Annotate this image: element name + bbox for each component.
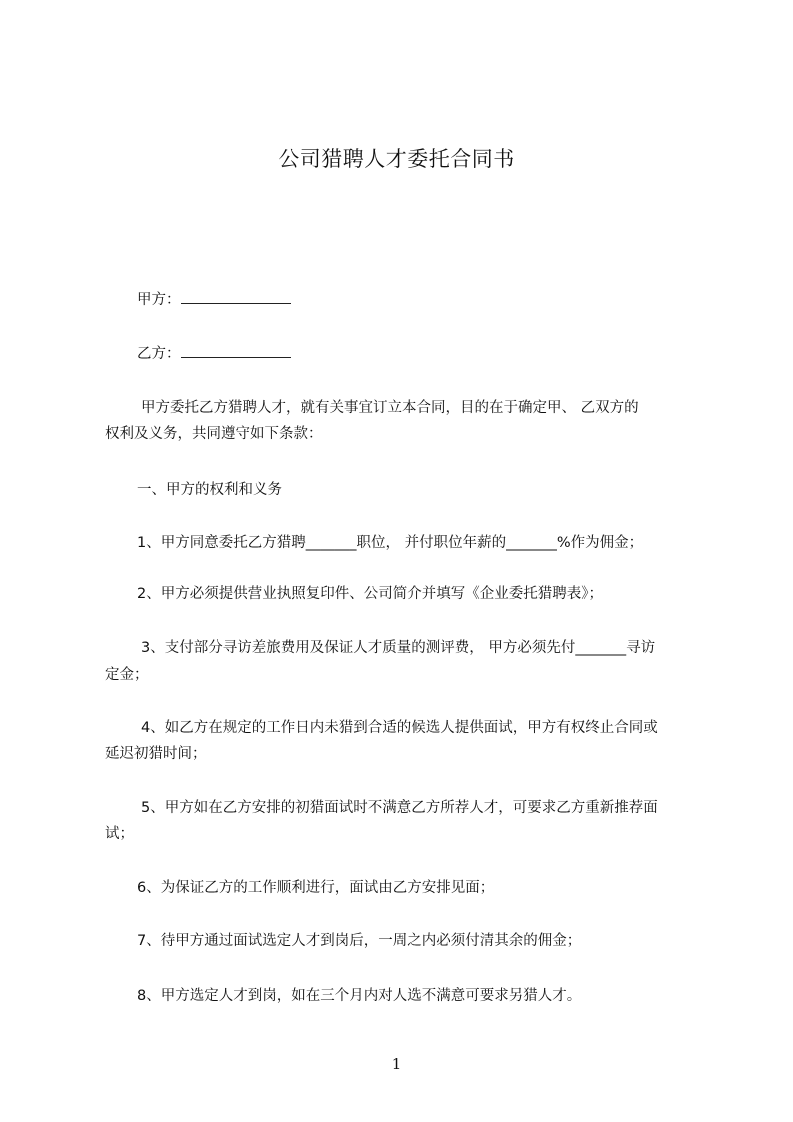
clause-5-line-1: 5、甲方如在乙方安排的初猎面试时不满意乙方所荐人才，可要求乙方重新推荐面 — [141, 800, 658, 816]
party-b-blank — [181, 341, 291, 358]
party-a-label: 甲方： — [137, 292, 181, 308]
clause-6: 6、为保证乙方的工作顺利进行，面试由乙方安排见面； — [137, 880, 495, 896]
clause-5-line-2: 试； — [105, 826, 134, 842]
clause-3-line-1: 3、支付部分寻访差旅费用及保证人才质量的测评费， 甲方必须先付_______寻访 — [141, 640, 656, 656]
clause-3-line-2: 定金； — [105, 667, 149, 683]
intro-line-1: 甲方委托乙方猎聘人才，就有关事宜订立本合同，目的在于确定甲、 乙双方的 — [141, 400, 639, 416]
party-a-blank — [181, 287, 291, 304]
party-b-label: 乙方： — [137, 346, 181, 362]
page-number: 1 — [391, 1055, 402, 1073]
clause-4-line-2: 延迟初猎时间； — [105, 746, 207, 762]
intro-line-2: 权利及义务，共同遵守如下条款： — [105, 426, 323, 442]
clause-2: 2、甲方必须提供营业执照复印件、公司简介并填写《企业委托猎聘表》； — [137, 586, 603, 602]
party-a-line — [137, 287, 291, 313]
clause-7: 7、待甲方通过面试选定人才到岗后，一周之内必须付清其余的佣金； — [137, 933, 582, 949]
party-b-line — [137, 341, 291, 367]
clause-1: 1、甲方同意委托乙方猎聘_______职位， 并付职位年薪的_______%作为佣金； — [137, 535, 644, 551]
clause-4-line-1: 4、如乙方在规定的工作日内未猎到合适的候选人提供面试，甲方有权终止合同或 — [141, 720, 658, 736]
clause-8: 8、甲方选定人才到岗，如在三个月内对人选不满意可要求另猎人才。 — [137, 988, 582, 1004]
section-1-heading: 一、甲方的权利和义务 — [137, 482, 282, 498]
document-title: 公司猎聘人才委托合同书 — [278, 147, 515, 171]
